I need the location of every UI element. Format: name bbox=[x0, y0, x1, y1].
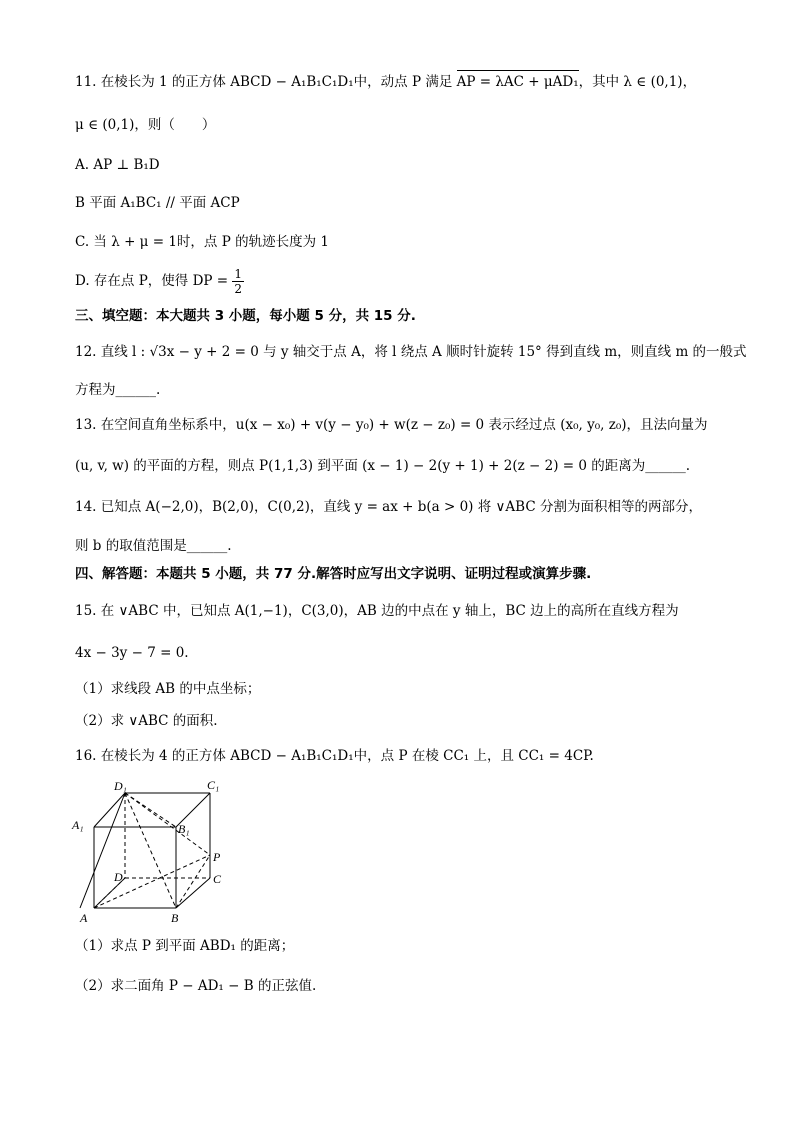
q16-part2: （2）求二面角 P − AD₁ − B 的正弦值. bbox=[75, 978, 317, 994]
q15-line1: 15. 在 ∨ABC 中，已知点 A(1,−1)，C(3,0)，AB 边的中点在 y 轴上，BC 边上的高所在直线方程为 bbox=[75, 603, 679, 619]
q11-vector-equation: AP = λAC + μAD₁ bbox=[456, 74, 579, 90]
q15-line2: 4x − 3y − 7 = 0. bbox=[75, 645, 189, 661]
q12-line1: 12. 直线 l : √3x − y + 2 = 0 与 y 轴交于点 A，将 l 绕点 A 顺时针旋转 15° 得到直线 m，则直线 m 的一般式 bbox=[75, 344, 747, 360]
q16-line1: 16. 在棱长为 4 的正方体 ABCD − A₁B₁C₁D₁中，点 P 在棱 CC₁ 上，且 CC₁ = 4CP. bbox=[75, 748, 594, 764]
q16-part1: （1）求点 P 到平面 ABD₁ 的距离； bbox=[75, 938, 295, 954]
q11-stem: 11. 在棱长为 1 的正方体 ABCD − A₁B₁C₁D₁中，动点 P 满足 bbox=[75, 74, 457, 90]
label-a1: A₁ bbox=[72, 818, 84, 832]
q11-line1 bbox=[75, 72, 696, 92]
q11-stem-cont: ，其中 λ ∈ (0,1)， bbox=[578, 74, 697, 90]
q11-option-a: A. AP ⊥ B₁D bbox=[75, 157, 160, 173]
section-fill-in-heading: 三、填空题：本大题共 3 小题，每小题 5 分，共 15 分. bbox=[75, 308, 416, 324]
fraction-one-half: $\frac{1}{2}$ bbox=[234, 267, 243, 296]
label-p: P bbox=[213, 850, 221, 864]
label-c: C bbox=[213, 872, 222, 886]
label-c1: C₁ bbox=[207, 778, 220, 792]
q15-part1: （1）求线段 AB 的中点坐标； bbox=[75, 681, 261, 697]
q11-option-d-text: D. 存在点 P，使得 DP = bbox=[75, 273, 233, 289]
section-answer-heading: 四、解答题：本题共 5 小题，共 77 分.解答时应写出文字说明、证明过程或演算步骤. bbox=[75, 566, 592, 582]
q11-option-b: B 平面 A₁BC₁ // 平面 ACP bbox=[75, 195, 240, 211]
q11-option-d bbox=[75, 262, 244, 300]
q11-option-c: C. 当 λ + μ = 1时，点 P 的轨迹长度为 1 bbox=[75, 234, 329, 250]
label-d1: D₁ bbox=[114, 779, 127, 793]
label-d: D bbox=[114, 870, 123, 884]
q11-line2: μ ∈ (0,1)，则（ ） bbox=[75, 117, 216, 133]
cube-figure bbox=[70, 775, 230, 925]
label-b: B bbox=[171, 911, 179, 925]
q12-line2: 方程为______. bbox=[75, 382, 161, 398]
q14-line1: 14. 已知点 A(−2,0)，B(2,0)，C(0,2)，直线 y = ax + b(a > 0) 将 ∨ABC 分割为面积相等的两部分， bbox=[75, 499, 702, 515]
q13-line1: 13. 在空间直角坐标系中，u(x − x₀) + v(y − y₀) + w(z − z₀) = 0 表示经过点 (x₀, y₀, z₀)，且法向量为 bbox=[75, 417, 708, 433]
q14-line2: 则 b 的取值范围是______. bbox=[75, 538, 232, 554]
q13-line2: (u, v, w) 的平面的方程，则点 P(1,1,3) 到平面 (x − 1) − 2(y + 1) + 2(z − 2) = 0 的距离为______. bbox=[75, 458, 691, 474]
q15-part2: （2）求 ∨ABC 的面积. bbox=[75, 713, 218, 729]
label-b1: B₁ bbox=[178, 822, 190, 836]
label-a: A bbox=[80, 911, 88, 925]
